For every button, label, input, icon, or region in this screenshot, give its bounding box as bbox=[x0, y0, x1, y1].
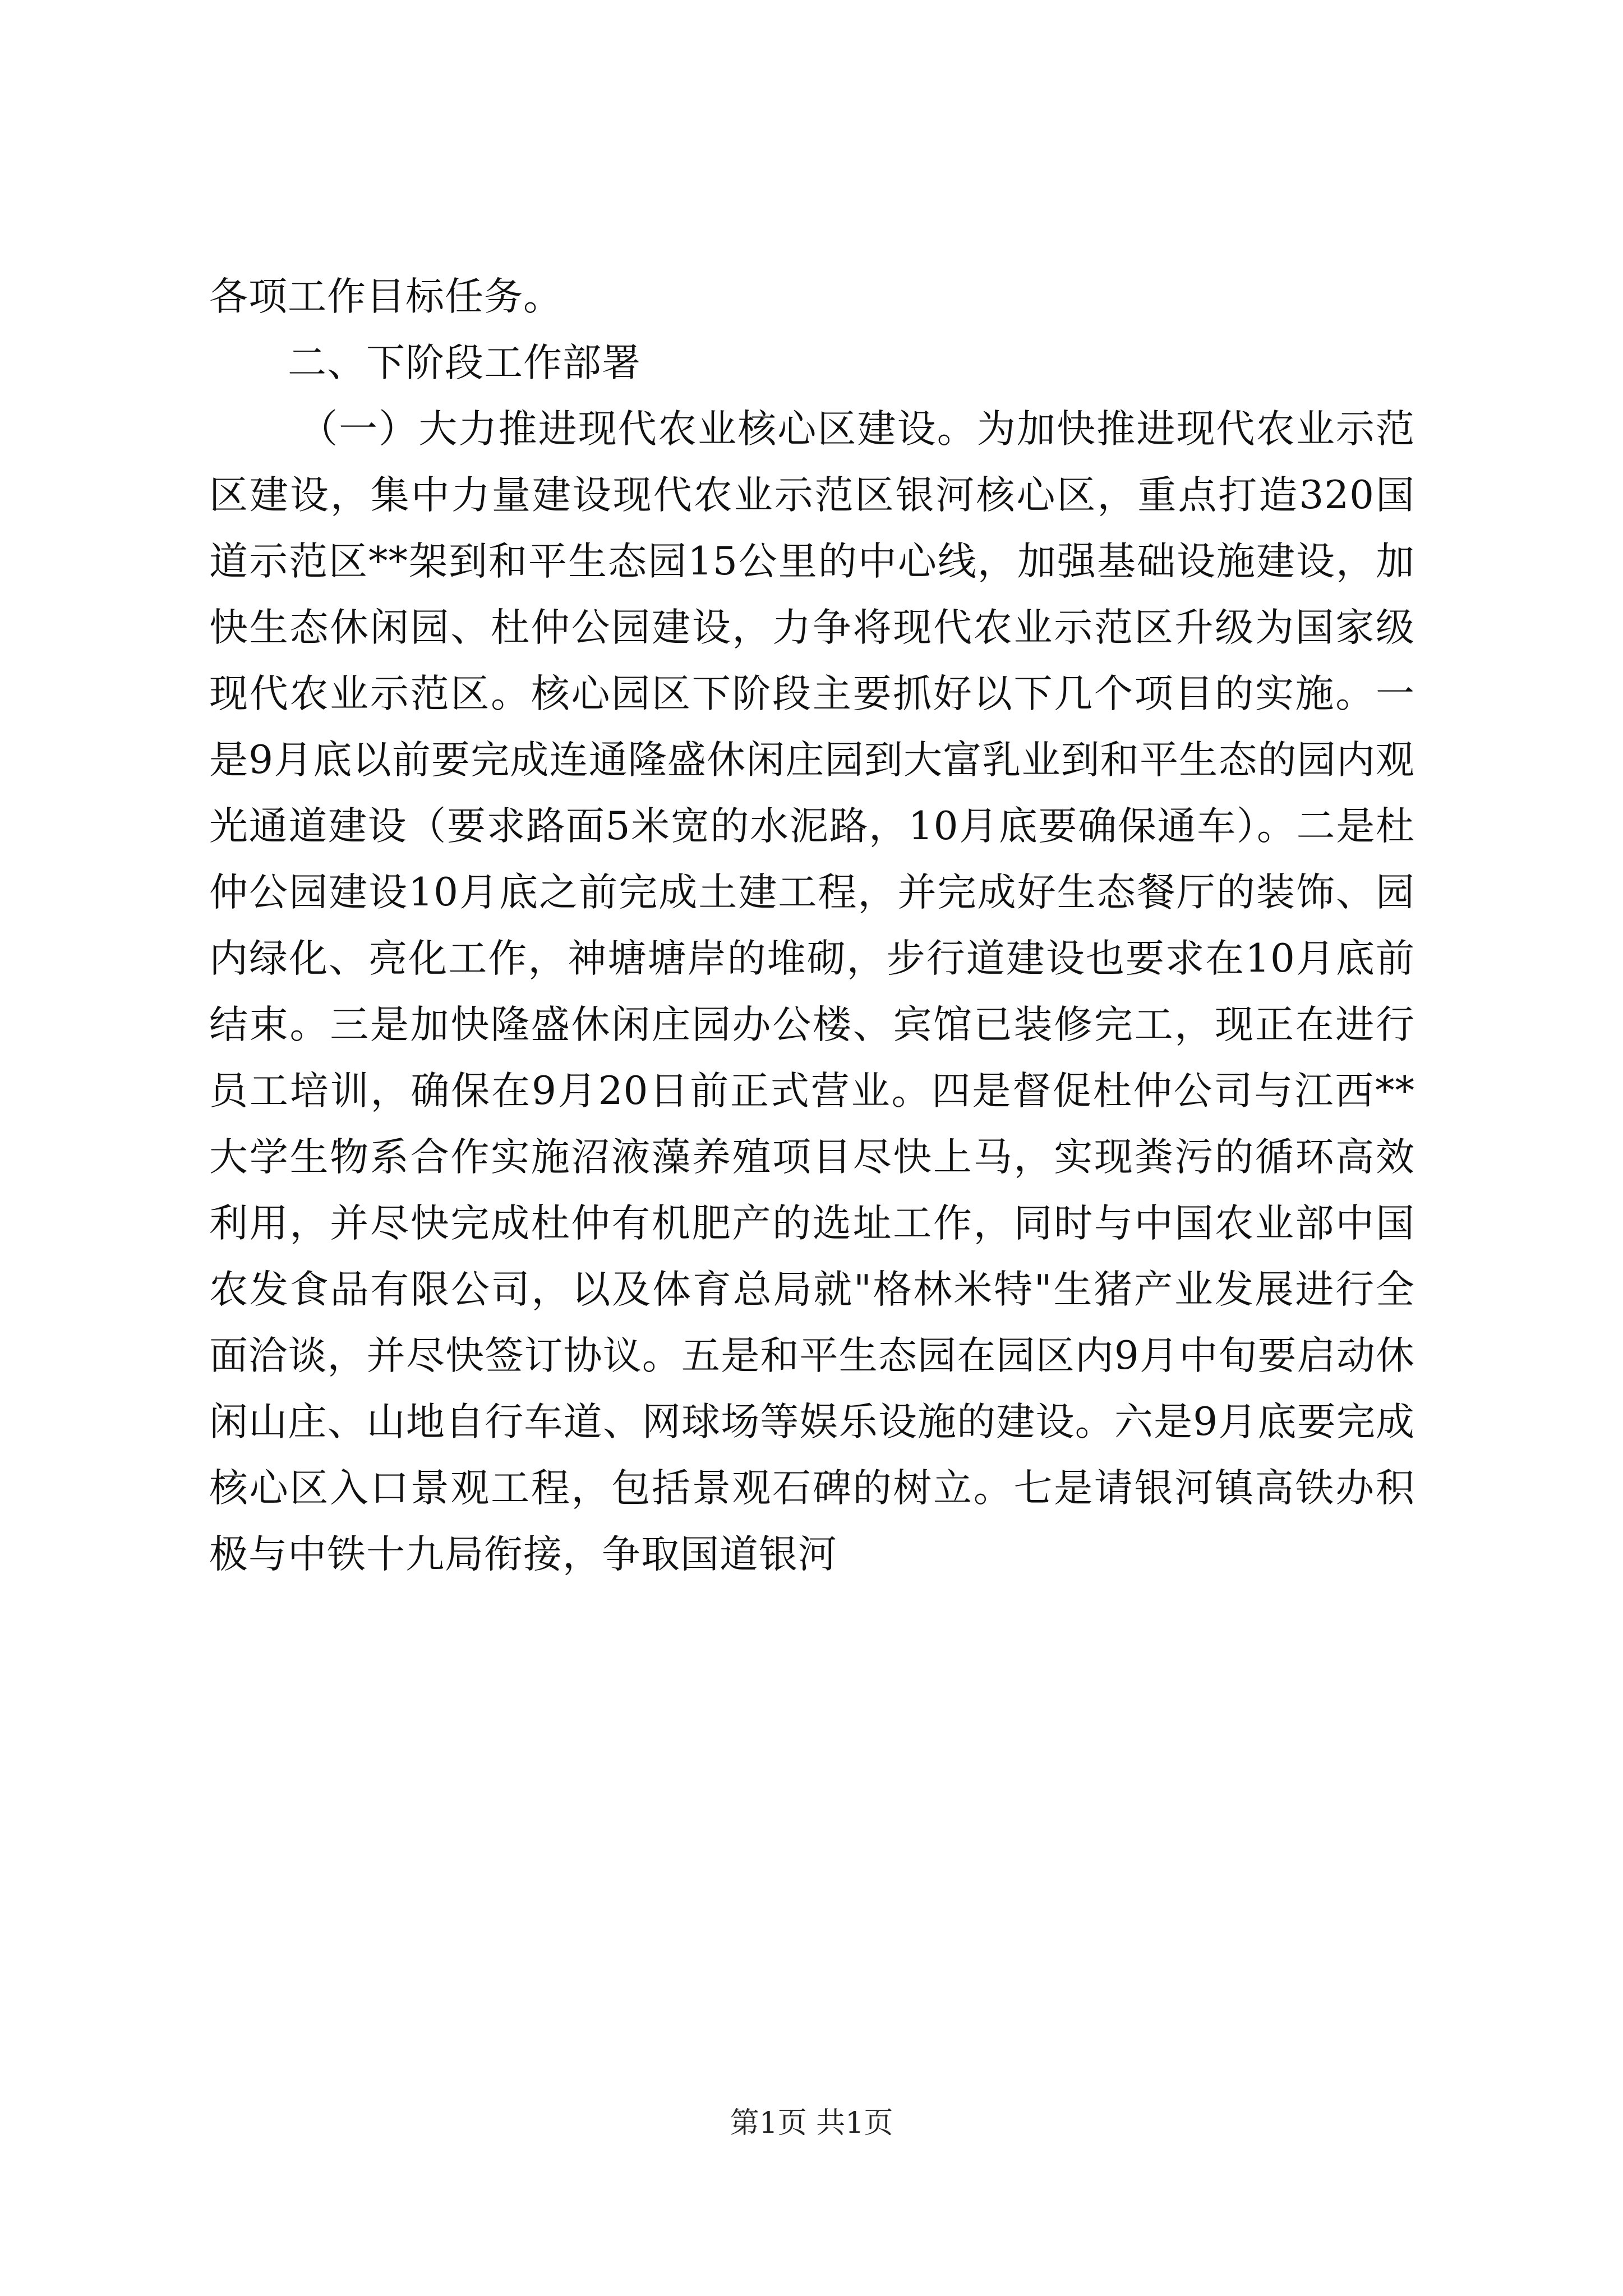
paragraph-section-one: （一）大力推进现代农业核心区建设。为加快推进现代农业示范区建设，集中力量建设现代农业示范区银河核心区，重点打造320国道示范区**架到和平生态园15公里的中心线，加强基础设施建设，加快生态休闲园、杜仲公园建设，力争将现代农业示范区升级为国家级现代农业示范区。核心园区下阶段主要抓好以下几个项目的实施。一是9月底以前要完成连通隆盛休闲庄园到大富乳业到和平生态的园内观光通道建设（要求路面5米宽的水泥路，10月底要确保通车）。二是杜仲公园建设10月底之前完成土建工程，并完成好生态餐厅的装饰、园内绿化、亮化工作，神塘塘岸的堆砌，步行道建设也要求在10月底前结束。三是加快隆盛休闲庄园办公楼、宾馆已装修完工，现正在进行员工培训，确保在9月20日前正式营业。四是督促杜仲公司与江西**大学生物系合作实施沼液藻养殖项目尽快上马，实现粪污的循环高效利用，并尽快完成杜仲有机肥产的选址工作，同时与中国农业部中国农发食品有限公司，以及体育总局就"格林米特"生猪产业发展进行全面洽谈，并尽快签订协议。五是和平生态园在园区内9月中旬要启动休闲山庄、山地自行车道、网球场等娱乐设施的建设。六是9月底要完成核心区入口景观工程，包括景观石碑的树立。七是请银河镇高铁办积极与中铁十九局衔接，争取国道银河 bbox=[209, 407, 1415, 1577]
page-footer: 第1页 共1页 bbox=[730, 2106, 893, 2140]
section-heading: 二、下阶段工作部署 bbox=[288, 341, 641, 385]
document-body bbox=[209, 264, 1415, 1588]
paragraph-continuation: 各项工作目标任务。 bbox=[209, 274, 562, 319]
